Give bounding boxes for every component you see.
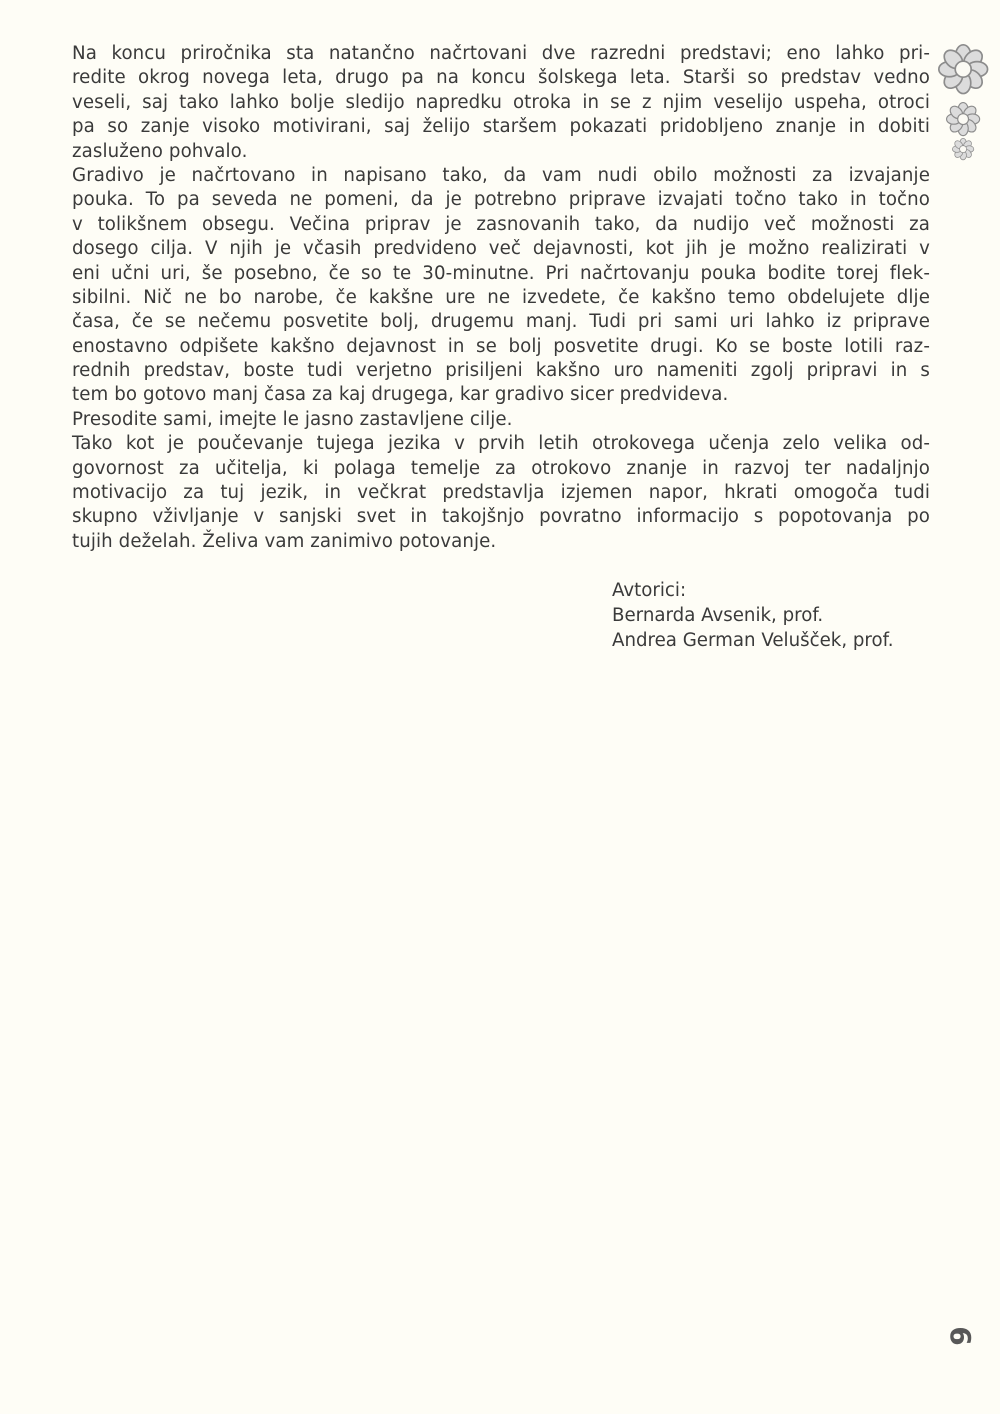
paragraph-line: časa, če se nečemu posvetite bolj, drugemu manj. Tudi pri sami uri lahko iz priprave xyxy=(72,311,930,333)
paragraph-line: pa so zanje visoko motivirani, saj želijo staršem pokazati pridobljeno znanje in dobiti xyxy=(72,116,930,138)
paragraph-line: Tako kot je poučevanje tujega jezika v prvih letih otrokovega učenja zelo velika od- xyxy=(72,433,930,455)
flower-icon-small xyxy=(952,138,973,159)
flower-icon-large xyxy=(939,45,988,94)
paragraph-line: enostavno odpišete kakšno dejavnost in se bolj posvetite drugi. Ko se boste lotili raz- xyxy=(72,335,930,357)
paragraph-line: sibilni. Nič ne bo narobe, če kakšne ure ne izvedete, če kakšno temo obdelujete dlje xyxy=(72,286,930,308)
authors-label: Avtorici: xyxy=(612,580,687,601)
paragraph-line: pouka. To pa seveda ne pomeni, da je potrebno priprave izvajati točno tako in točno xyxy=(72,189,930,211)
paragraph-line: eni učni uri, še posebno, če so te 30-minutne. Pri načrtovanju pouka bodite torej flek- xyxy=(72,262,930,284)
page-number: 6 xyxy=(944,1326,977,1346)
paragraph-line: motivacijo za tuj jezik, in večkrat predstavlja izjemen napor, hkrati omogoča tudi xyxy=(72,482,930,504)
flower-decorations xyxy=(928,40,1000,172)
flower-icon-medium xyxy=(947,103,980,136)
author-name: Bernarda Avsenik, prof. xyxy=(612,605,824,626)
paragraph-line: Na koncu priročnika sta natančno načrtovani dve razredni predstavi; eno lahko pri- xyxy=(72,43,930,64)
author-name: Andrea German Velušček, prof. xyxy=(612,630,894,651)
body-text xyxy=(72,42,930,554)
paragraph-line: redite okrog novega leta, drugo pa na koncu šolskega leta. Starši so predstav vedno xyxy=(72,67,930,89)
authors-block xyxy=(612,578,894,653)
paragraph-line: tujih deželah. Želiva vam zanimivo potovanje. xyxy=(72,530,497,552)
paragraph-line: skupno vživljanje v sanjski svet in takojšnjo povratno informacijo s popotovanja po xyxy=(72,506,930,528)
paragraph-line: veseli, saj tako lahko bolje sledijo napredku otroka in se z njim veselijo uspeha, otroci xyxy=(72,91,930,113)
paragraph-line: zasluženo pohvalo. xyxy=(72,140,248,162)
paragraph-line: Gradivo je načrtovano in napisano tako, da vam nudi obilo možnosti za izvajanje xyxy=(72,164,930,186)
paragraph-line: rednih predstav, boste tudi verjetno prisiljeni kakšno uro nameniti zgolj pripravi in s xyxy=(72,360,930,382)
paragraph-line: dosego cilja. V njih je včasih predvideno več dejavnosti, kot jih je možno realizirati v xyxy=(72,238,930,260)
paragraph-line: govornost za učitelja, ki polaga temelje za otrokovo znanje in razvoj ter nadaljnjo xyxy=(72,457,930,479)
paragraph-line: v tolikšnem obsegu. Večina priprav je zasnovanih tako, da nudijo več možnosti za xyxy=(72,213,930,235)
paragraph-line: tem bo gotovo manj časa za kaj drugega, kar gradivo sicer predvideva. xyxy=(72,384,729,406)
paragraph-line: Presodite sami, imejte le jasno zastavljene cilje. xyxy=(72,408,513,430)
